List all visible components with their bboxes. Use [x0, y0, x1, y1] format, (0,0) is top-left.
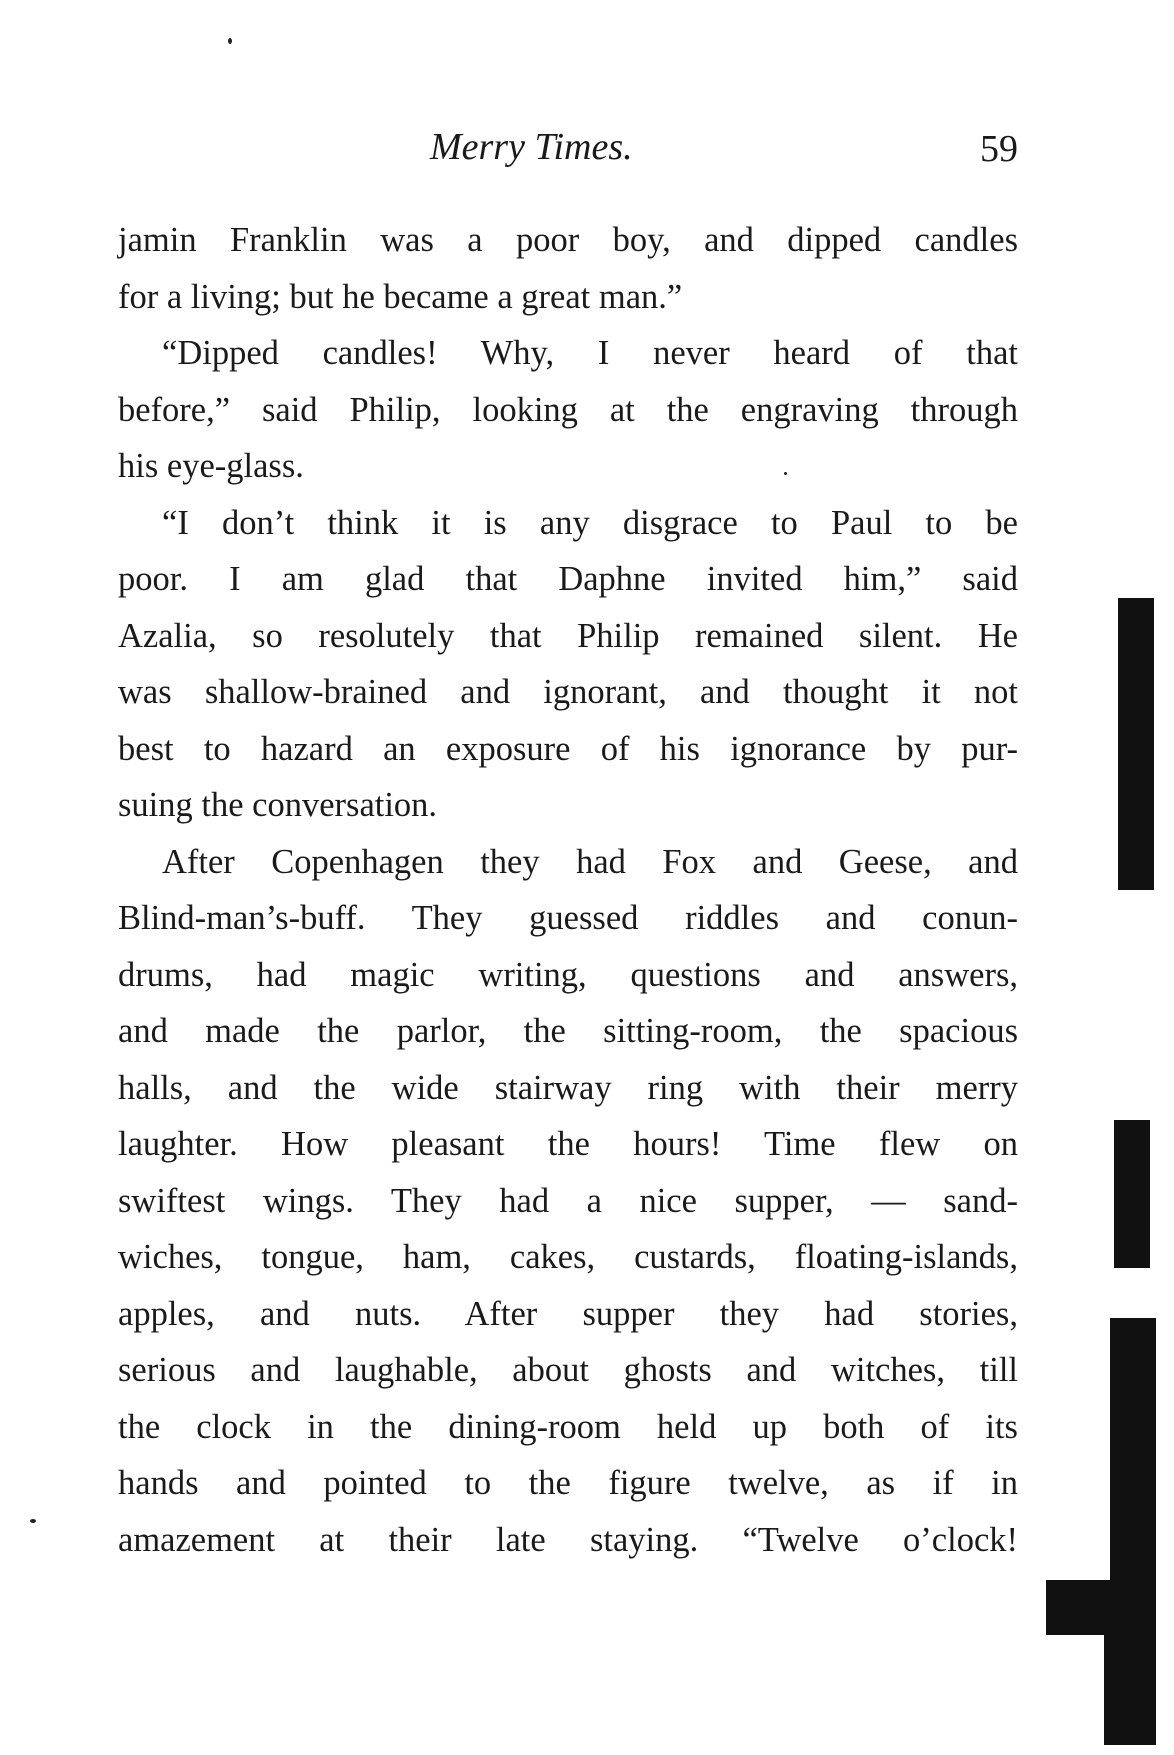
text-line: the clock in the dining-room held up both of its: [118, 1407, 1018, 1446]
text-line: After Copenhagen they had Fox and Geese, and: [162, 842, 1018, 881]
scan-bleed-mark: [1104, 1635, 1156, 1745]
text-line: poor. I am glad that Daphne invited him,” said: [118, 560, 1018, 598]
text-line: laughter. How pleasant the hours! Time flew on: [118, 1125, 1018, 1163]
text-line: was shallow-brained and ignorant, and thought it not: [118, 673, 1018, 711]
scan-bleed-mark: [1046, 1580, 1156, 1635]
running-title: Merry Times.: [430, 126, 633, 168]
text-line: suing the conversation.: [118, 786, 438, 824]
text-line: serious and laughable, about ghosts and witches, till: [118, 1351, 1018, 1389]
text-line: jamin Franklin was a poor boy, and dipped candles: [118, 221, 1018, 259]
scan-bleed-mark: [1118, 598, 1154, 890]
scan-bleed-mark: [1114, 1120, 1150, 1268]
scan-bleed-mark: [1110, 1318, 1156, 1580]
body-text: [118, 212, 1018, 1568]
scan-speck: [30, 1519, 36, 1523]
text-line: Azalia, so resolutely that Philip remained silent. He: [118, 616, 1018, 655]
text-line: apples, and nuts. After supper they had stories,: [118, 1294, 1018, 1333]
text-line: halls, and the wide stairway ring with their merry: [118, 1068, 1018, 1107]
text-line: drums, had magic writing, questions and answers,: [118, 955, 1018, 994]
text-line: before,” said Philip, looking at the engraving through: [118, 390, 1018, 429]
text-line: his eye-glass.: [118, 447, 304, 485]
page-number: 59: [980, 128, 1018, 170]
text-line: Blind-man’s-buff. They guessed riddles and conun-: [118, 899, 1018, 937]
scan-speck: [228, 38, 232, 44]
text-line: hands and pointed to the figure twelve, as if in: [118, 1464, 1018, 1502]
text-line: for a living; but he became a great man.”: [118, 277, 683, 316]
text-line: “Dipped candles! Why, I never heard of that: [162, 334, 1018, 372]
text-line: swiftest wings. They had a nice supper, — sand-: [118, 1181, 1018, 1220]
text-line: wiches, tongue, ham, cakes, custards, floating-islands,: [118, 1238, 1018, 1276]
text-line: amazement at their late staying. “Twelve o’clock!: [118, 1520, 1018, 1559]
text-line: “I don’t think it is any disgrace to Paul to be: [162, 503, 1018, 542]
text-line: best to hazard an exposure of his ignorance by pur-: [118, 729, 1018, 768]
page-header: [118, 122, 1018, 182]
text-line: and made the parlor, the sitting-room, the spacious: [118, 1012, 1018, 1050]
scan-speck: [784, 472, 787, 475]
